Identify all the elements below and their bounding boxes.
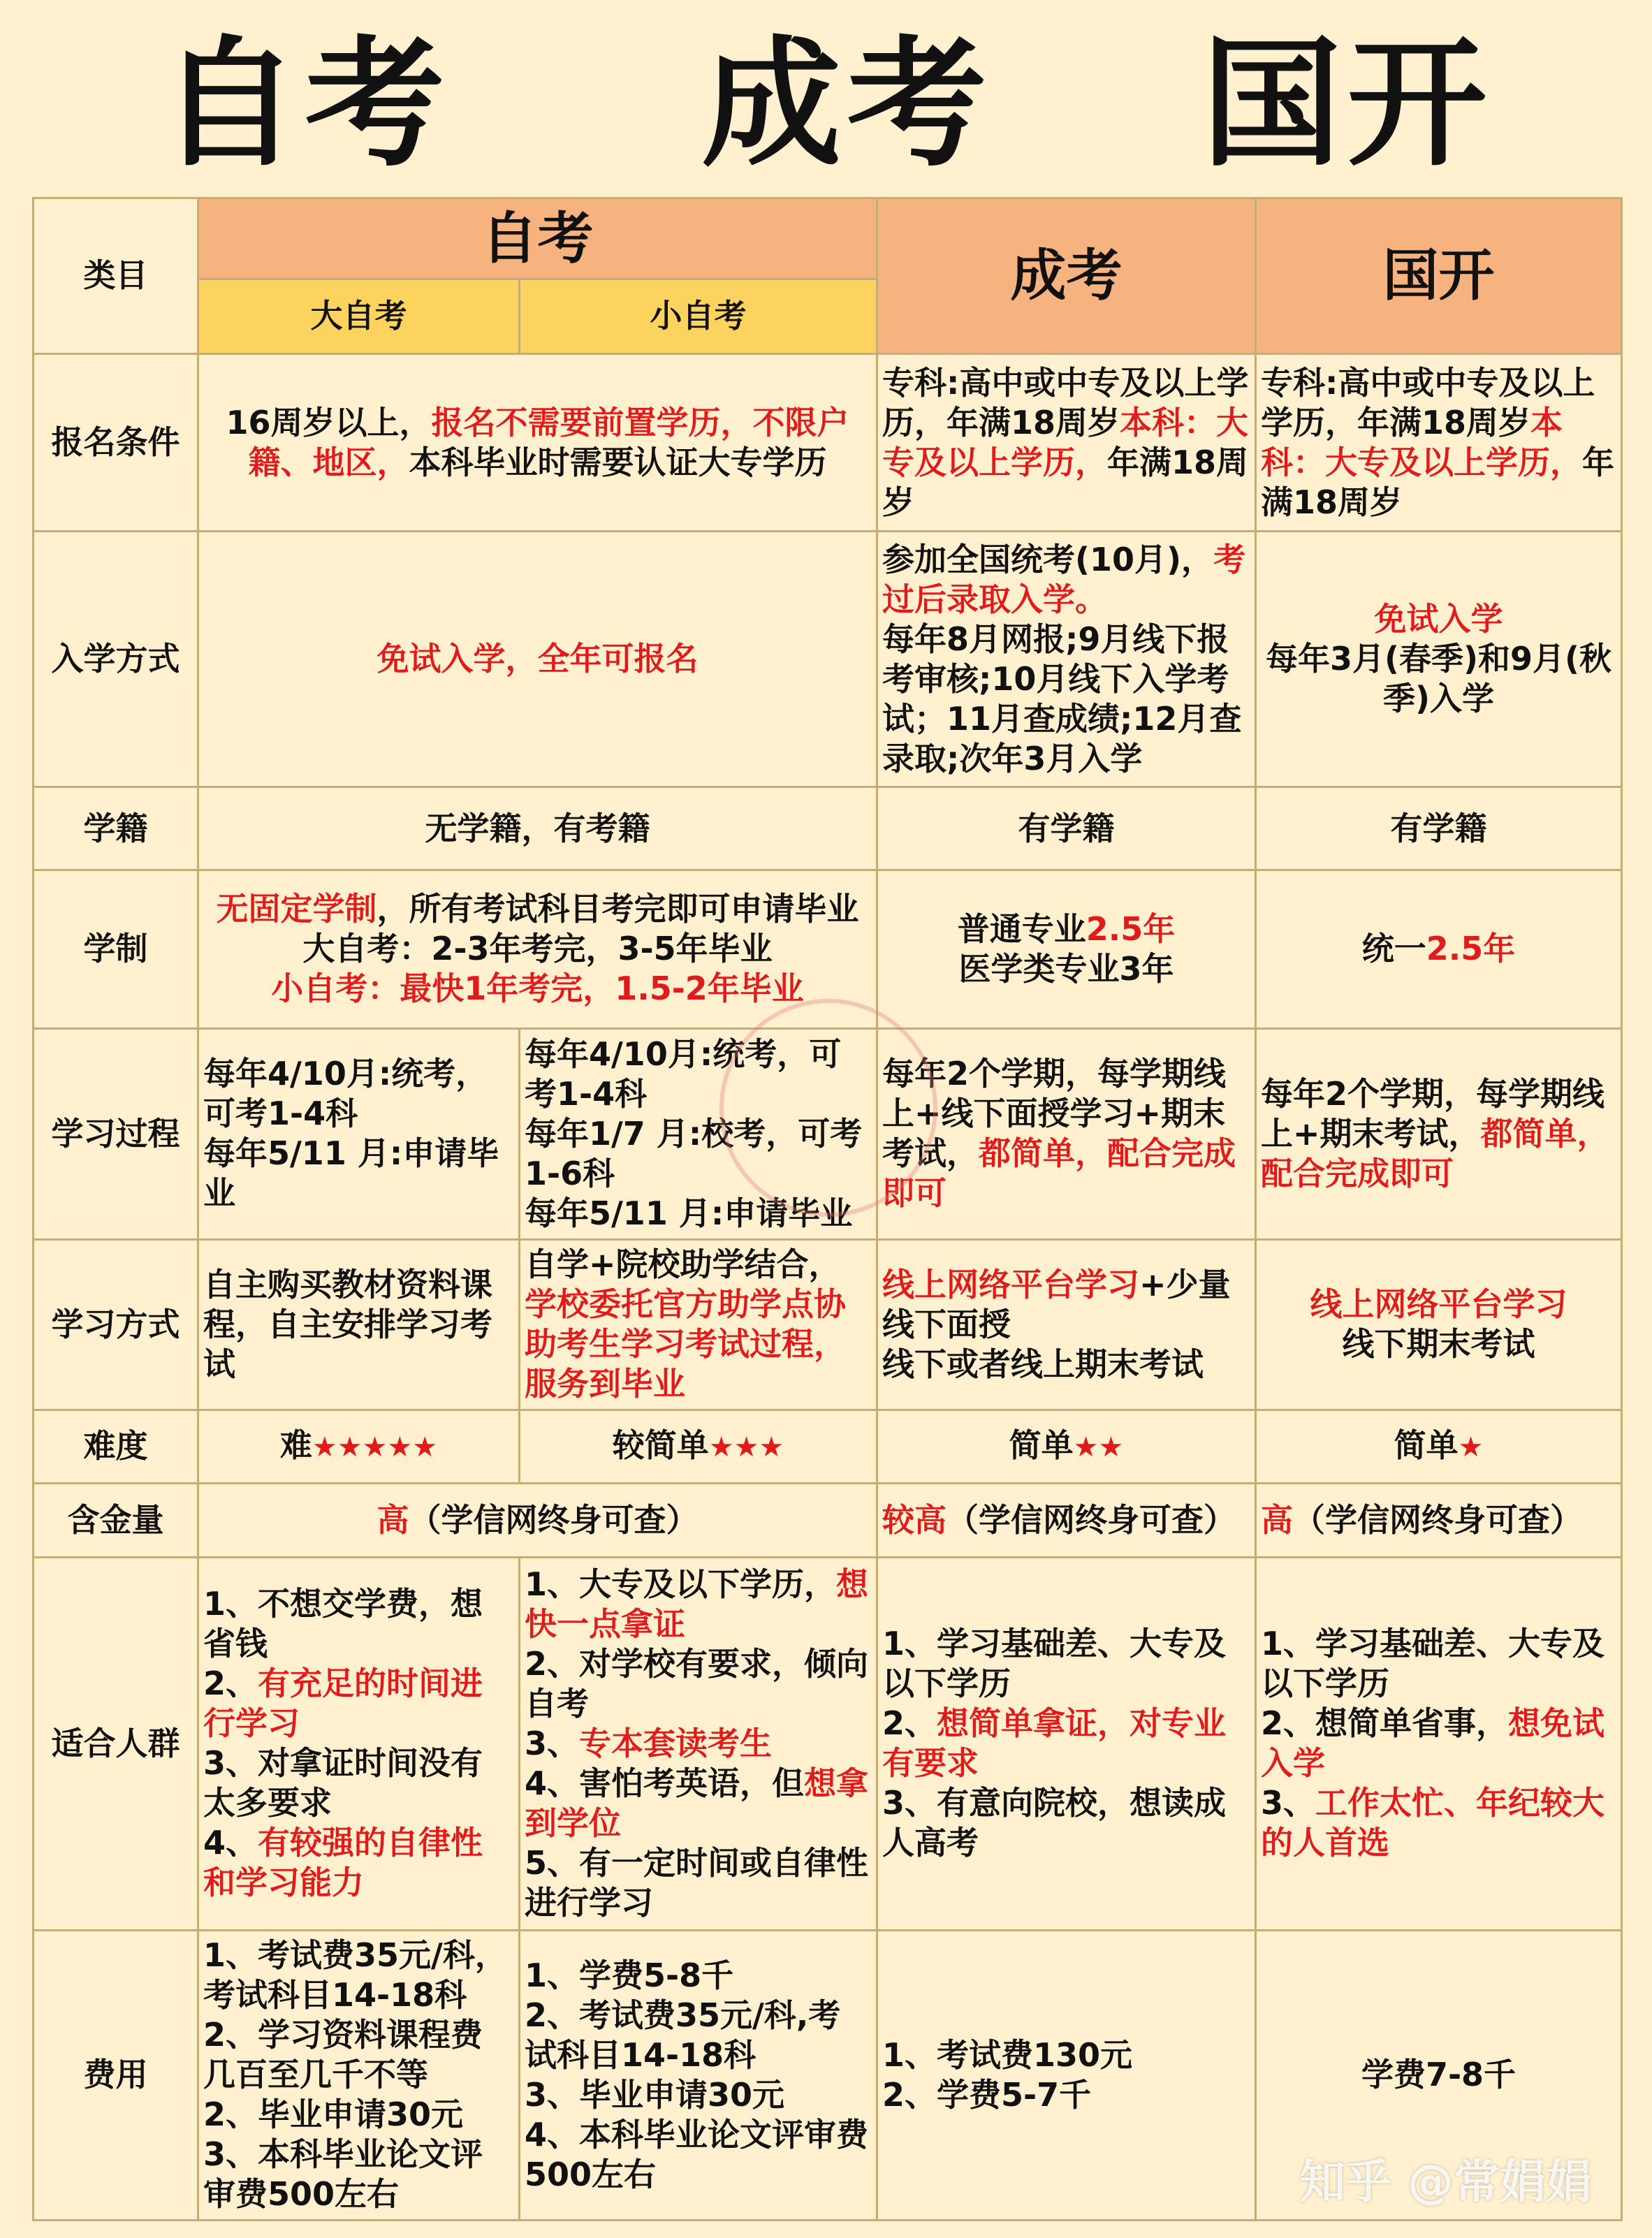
cell-dazikao [198, 1558, 520, 1931]
text: 较简单 [612, 1426, 709, 1464]
cell-xiaozikao: 每年4/10月:统考，可考1-4科 每年1/7 月:校考，可考1-6科 每年5/11 月:申请毕业 [520, 1028, 877, 1239]
text: 1、大专及以下学历， [525, 1565, 837, 1603]
comparison-table [32, 197, 1623, 2221]
highlight: 想快一点拿证 [525, 1565, 869, 1643]
text: 参加全国统考(10月)， [882, 540, 1214, 578]
highlight: 学校委托官方助学点协助考生学习考试过程，服务到毕业 [525, 1285, 846, 1403]
cell-guokai [1256, 1558, 1622, 1931]
cell-chengkao [877, 1558, 1256, 1931]
header-dazikao: 大自考 [198, 279, 520, 353]
highlight: 想简单拿证，对专业有要求 [882, 1704, 1227, 1783]
row-label: 报名条件 [34, 353, 198, 532]
row-nandu [34, 1410, 1622, 1484]
text: 4、害怕考英语，但 [525, 1764, 805, 1802]
cell-guokai [1256, 353, 1622, 532]
highlight: 本科：大专及以上学历， [882, 403, 1249, 481]
cell-chengkao [877, 532, 1256, 787]
text: 2、想简单省事， [1261, 1704, 1509, 1743]
highlight: 想拿到学位 [525, 1764, 869, 1842]
row-fangshi [34, 1239, 1622, 1410]
cell-guokai [1256, 1028, 1622, 1239]
row-label: 学籍 [34, 787, 198, 870]
row-ruxue [34, 532, 1622, 787]
cell-xiaozikao [520, 1239, 877, 1410]
star-icon: ★★ [1073, 1431, 1124, 1463]
text: 4、 [203, 1824, 258, 1862]
text: 难 [279, 1426, 312, 1464]
star-icon: ★★★★★ [312, 1431, 438, 1463]
cell-guokai: 学费7-8千 [1256, 1930, 1622, 2220]
text: （学信网终身可查） [1293, 1501, 1582, 1539]
text: 3、 [525, 1724, 580, 1762]
text: 16周岁以上， [226, 403, 432, 441]
text: 2、对学校有要求，倾向自考 [525, 1644, 869, 1723]
text: 年满18周岁 [882, 443, 1249, 521]
highlight: 小自考：最快1年考完，1.5-2年毕业 [271, 970, 804, 1008]
cell-chengkao [877, 1239, 1256, 1410]
row-label: 适合人群 [34, 1558, 198, 1931]
highlight: 考过后录取入学。 [882, 540, 1246, 618]
cell-guokai [1256, 870, 1622, 1028]
cell-xiaozikao [520, 1558, 877, 1931]
text: （学信网终身可查） [409, 1501, 699, 1539]
row-label: 学习方式 [34, 1239, 198, 1410]
header-zikao: 自考 [198, 198, 877, 279]
row-xuezhi [34, 870, 1622, 1028]
cell-dazikao: 每年4/10月:统考，可考1-4科 每年5/11 月:申请毕业 [198, 1028, 520, 1239]
cell-guokai [1256, 1410, 1622, 1484]
cell-zikao [198, 870, 877, 1028]
row-hanjin [34, 1484, 1622, 1558]
cell-chengkao [877, 353, 1256, 532]
title-chengkao: 成考 [701, 23, 993, 186]
highlight: 线上网络平台学习 [1310, 1285, 1567, 1324]
highlight: 都简单，配合完成即可 [1261, 1114, 1609, 1192]
text: 3、对拿证时间没有太多要求 [203, 1744, 483, 1822]
cell-dazikao: 1、考试费35元/科，考试科目14-18科 2、学习资料课程费几百至几千不等 2、毕业申请30元 3、本科毕业论文评审费500左右 [198, 1930, 520, 2220]
text: ，所有考试科目考完即可申请毕业 [377, 890, 859, 928]
cell-chengkao [877, 1028, 1256, 1239]
highlight: 较高 [882, 1501, 946, 1539]
cell-xiaozikao [520, 1410, 877, 1484]
text: 3、有意向院校，想读成人高考 [882, 1784, 1227, 1862]
row-xueji [34, 787, 1622, 870]
cell-chengkao [877, 870, 1256, 1028]
title-zikao: 自考 [159, 23, 451, 186]
highlight: 都简单，配合完成即可 [882, 1134, 1236, 1213]
cell-dazikao: 自主购买教材资料课程，自主安排学习考试 [198, 1239, 520, 1410]
text: 简单 [1394, 1426, 1459, 1464]
text: 每年3月(春季)和9月(秋季)入学 [1265, 640, 1612, 718]
cell-chengkao [877, 1410, 1256, 1484]
highlight: 想免试入学 [1261, 1704, 1605, 1783]
header-row [34, 198, 1622, 279]
text: 医学类专业3年 [958, 949, 1174, 988]
cell-zikao [198, 1484, 877, 1558]
cell-chengkao: 1、考试费130元 2、学费5-7千 [877, 1930, 1256, 2220]
row-renqun [34, 1558, 1622, 1931]
highlight: 2.5年 [1086, 909, 1176, 948]
text: 本科毕业时需要认证大专学历 [409, 443, 827, 481]
text: 年满18周岁 [1261, 443, 1614, 521]
row-label: 难度 [34, 1410, 198, 1484]
watermark: 知乎 @常娟娟 [1299, 2155, 1592, 2209]
row-label: 费用 [34, 1930, 198, 2220]
text: （学信网终身可查） [946, 1501, 1236, 1539]
highlight: 工作太忙、年纪较大的人首选 [1261, 1784, 1605, 1862]
highlight: 高 [1261, 1501, 1293, 1539]
text: 5、有一定时间或自律性进行学习 [525, 1843, 869, 1922]
row-label: 含金量 [34, 1484, 198, 1558]
text: 简单 [1009, 1426, 1074, 1464]
text: 专科:高中或中专及以上学历，年满18周岁 [1261, 363, 1595, 441]
page-title [0, 21, 1652, 189]
star-icon: ★★★ [708, 1431, 784, 1463]
cell-zikao: 无学籍，有考籍 [198, 787, 877, 870]
header-chengkao: 成考 [877, 198, 1256, 354]
text: 3、 [1261, 1784, 1316, 1822]
text: 1、学习基础差、大专及以下学历 [1261, 1625, 1605, 1703]
cell-chengkao [877, 1484, 1256, 1558]
highlight: 高 [377, 1501, 409, 1539]
cell-guokai [1256, 532, 1622, 787]
star-icon: ★ [1458, 1431, 1484, 1463]
cell-chengkao: 有学籍 [877, 787, 1256, 870]
text: 线下期末考试 [1342, 1325, 1535, 1363]
title-guokai: 国开 [1201, 23, 1493, 186]
highlight: 无固定学制 [216, 890, 377, 928]
highlight: 本科：大专及以上学历， [1261, 403, 1582, 481]
cell-zikao: 免试入学，全年可报名 [198, 532, 877, 787]
cell-dazikao [198, 1410, 520, 1484]
text: 每年2个学期，每学期线上+期末考试， [1261, 1074, 1605, 1153]
text: +少量线下面授 线下或者线上期末考试 [882, 1265, 1231, 1383]
highlight: 免试入学 [1374, 600, 1503, 638]
cell-guokai [1256, 1484, 1622, 1558]
highlight: 有充足的时间进行学习 [203, 1665, 483, 1743]
highlight: 专本套读考生 [579, 1724, 773, 1762]
header-guokai: 国开 [1256, 198, 1622, 354]
highlight: 报名不需要前置学历，不限户籍、地区， [248, 403, 849, 481]
cell-guokai: 有学籍 [1256, 787, 1622, 870]
text: 2、 [203, 1665, 258, 1703]
header-category: 类目 [34, 198, 198, 354]
row-label: 学习过程 [34, 1028, 198, 1239]
highlight: 线上网络平台学习 [882, 1265, 1139, 1303]
row-label: 学制 [34, 870, 198, 1028]
cell-zikao [198, 353, 877, 532]
text: 专科:高中或中专及以上学历，年满18周岁 [882, 363, 1249, 441]
row-guocheng [34, 1028, 1622, 1239]
text: 每年8月网报;9月线下报考审核;10月线下入学考试；11月查成绩;12月查录取;次年3月入学 [882, 620, 1242, 777]
text: 大自考：2-3年考完，3-5年毕业 [302, 930, 773, 968]
cell-guokai [1256, 1239, 1622, 1410]
text: 2、 [882, 1704, 937, 1743]
text: 统一 [1361, 930, 1426, 968]
cell-xiaozikao: 1、学费5-8千 2、考试费35元/科,考试科目14-18科 3、毕业申请30元 4、本科毕业论文评审费500左右 [520, 1930, 877, 2220]
row-baoming [34, 353, 1622, 532]
row-label: 入学方式 [34, 532, 198, 787]
text: 每年2个学期，每学期线上+线下面授学习+期末考试， [882, 1055, 1227, 1173]
text: 自学+院校助学结合， [525, 1245, 841, 1284]
text: 1、不想交学费，想省钱 [203, 1585, 483, 1663]
header-xiaozikao: 小自考 [520, 279, 877, 353]
text: 普通专业 [957, 909, 1086, 948]
highlight: 有较强的自律性和学习能力 [203, 1824, 483, 1902]
highlight: 2.5年 [1426, 930, 1516, 968]
text: 1、学习基础差、大专及以下学历 [882, 1625, 1227, 1703]
